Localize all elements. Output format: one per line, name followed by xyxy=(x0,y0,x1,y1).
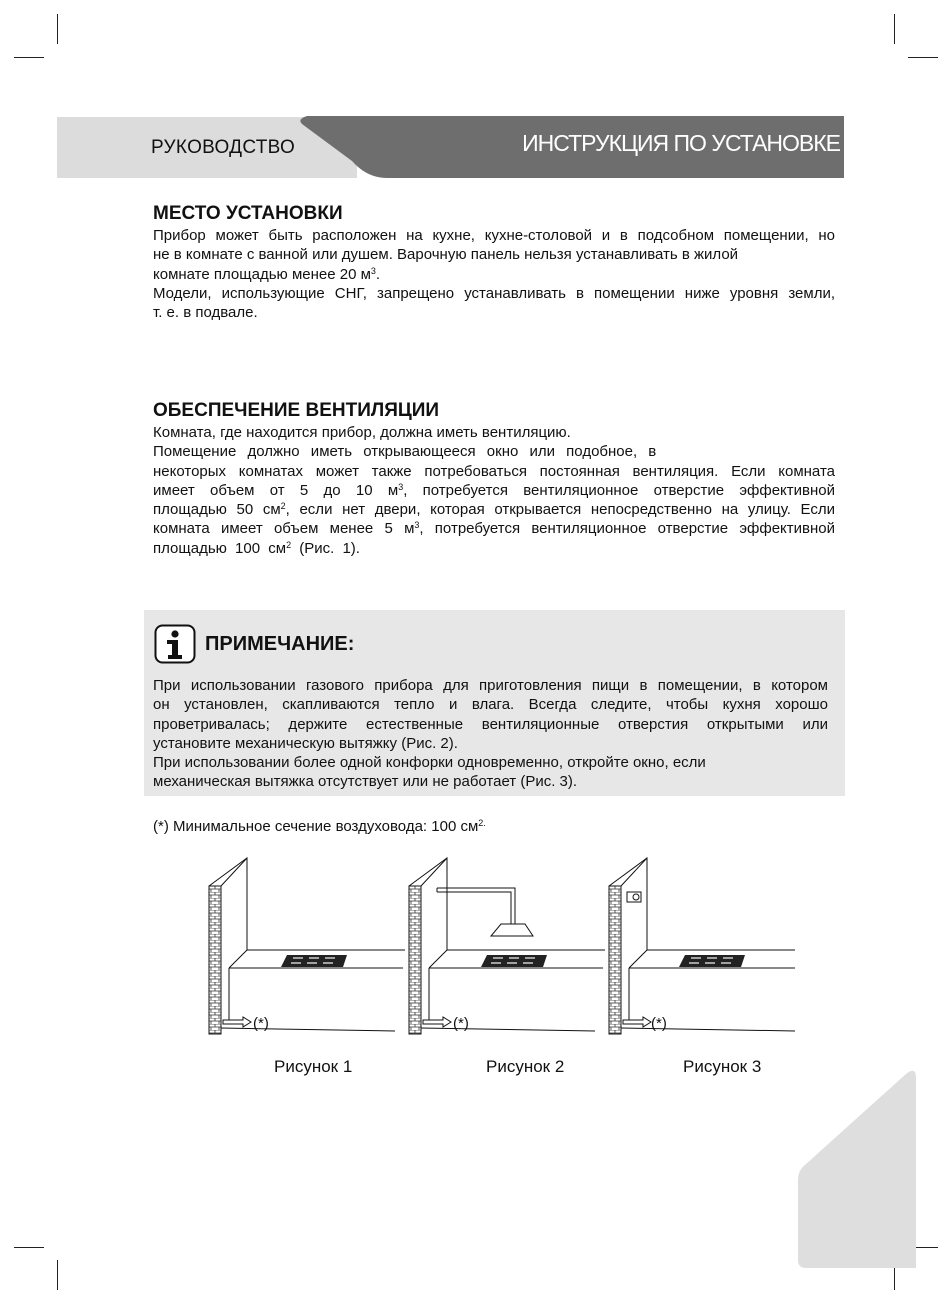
text-span: площадью 50 см xyxy=(153,501,281,519)
text-span: имеет объем от 5 до 10 м xyxy=(153,481,399,499)
text-line xyxy=(153,481,835,500)
ventilation-text xyxy=(153,423,835,558)
text-line: Прибор может быть расположен на кухне, кухне-столовой и в подсобном помещении, но xyxy=(153,227,835,244)
figure-1-drawing xyxy=(209,858,405,1034)
text-line: установите механическую вытяжку (Рис. 2). xyxy=(153,734,458,752)
text-line: При использовании более одной конфорки одновременно, откройте окно, если xyxy=(153,754,706,772)
text-span: (Рис. 1). xyxy=(291,539,360,557)
text-line: проветривалась; держите естественные вентиляционные отверстия открытыми или xyxy=(153,715,828,733)
superscript: 3 xyxy=(398,481,404,492)
text-span: комната имеет объем менее 5 м xyxy=(153,520,415,538)
header-left-label: РУКОВОДСТВО xyxy=(151,137,296,158)
vent-mark-2: (*) xyxy=(453,1015,469,1032)
text-span: . xyxy=(375,265,381,283)
footnote-text: (*) Минимальное сечение воздуховода: 100 см xyxy=(153,818,479,835)
superscript: 2 xyxy=(280,501,286,512)
text-span: , потребуется вентиляционное отверстие эффективной xyxy=(403,481,835,499)
header-right-label: ИНСТРУКЦИЯ ПО УСТАНОВКЕ xyxy=(522,130,840,156)
figure-3-drawing xyxy=(609,858,795,1034)
page-corner-triangle xyxy=(798,1070,918,1270)
vent-mark-1: (*) xyxy=(253,1015,269,1032)
placement-text xyxy=(153,226,835,322)
figure-1-caption: Рисунок 1 xyxy=(274,1057,353,1076)
info-icon xyxy=(154,624,196,664)
vent-mark-3: (*) xyxy=(651,1015,667,1032)
text-line: не в комнате с ванной или душем. Варочную панель нельзя устанавливать в жилой xyxy=(153,246,739,264)
figure-3-caption: Рисунок 3 xyxy=(683,1057,762,1076)
text-span: , потребуется вентиляционное отверстие эффективной xyxy=(419,520,835,538)
installation-figures xyxy=(195,850,805,1050)
text-line xyxy=(153,265,835,284)
note-text xyxy=(153,676,828,792)
text-line: Модели, использующие СНГ, запрещено устанавливать в помещении ниже уровня земли, xyxy=(153,284,835,302)
crop-mark xyxy=(57,14,58,44)
superscript: 2. xyxy=(478,818,486,828)
text-line xyxy=(153,500,835,519)
text-line: Помещение должно иметь открывающееся окно или подобное, в xyxy=(153,443,657,461)
ventilation-title: ОБЕСПЕЧЕНИЕ ВЕНТИЛЯЦИИ xyxy=(153,400,440,421)
text-line: он установлен, скапливаются тепло и влага. Всегда следите, чтобы кухня хорошо xyxy=(153,696,828,714)
text-span: комнате площадью менее 20 м xyxy=(153,265,371,283)
text-span: площадью 100 см xyxy=(153,539,287,557)
text-span: , если нет двери, которая открывается непосредственно на улицу. Если xyxy=(285,501,836,519)
text-line xyxy=(153,519,835,538)
text-line: некоторых комнатах может также потребоваться постоянная вентиляция. Если комната xyxy=(153,462,835,480)
figure-2-drawing xyxy=(409,858,605,1034)
superscript: 3 xyxy=(370,265,376,276)
figure-2-caption: Рисунок 2 xyxy=(486,1057,565,1076)
text-line: т. е. в подвале. xyxy=(153,304,258,322)
superscript: 2 xyxy=(286,539,292,550)
crop-mark xyxy=(908,57,938,58)
footnote xyxy=(153,818,486,835)
placement-title: МЕСТО УСТАНОВКИ xyxy=(153,203,343,224)
crop-mark xyxy=(14,57,44,58)
text-line: При использовании газового прибора для приготовления пищи в помещении, в котором xyxy=(153,677,828,694)
text-line: Комната, где находится прибор, должна иметь вентиляцию. xyxy=(153,424,571,441)
note-title: ПРИМЕЧАНИЕ: xyxy=(205,633,355,655)
crop-mark xyxy=(894,14,895,44)
text-line xyxy=(153,539,835,558)
crop-mark xyxy=(14,1247,44,1248)
superscript: 3 xyxy=(414,520,420,531)
text-line: механическая вытяжка отсутствует или не работает (Рис. 3). xyxy=(153,773,578,791)
crop-mark xyxy=(57,1260,58,1290)
